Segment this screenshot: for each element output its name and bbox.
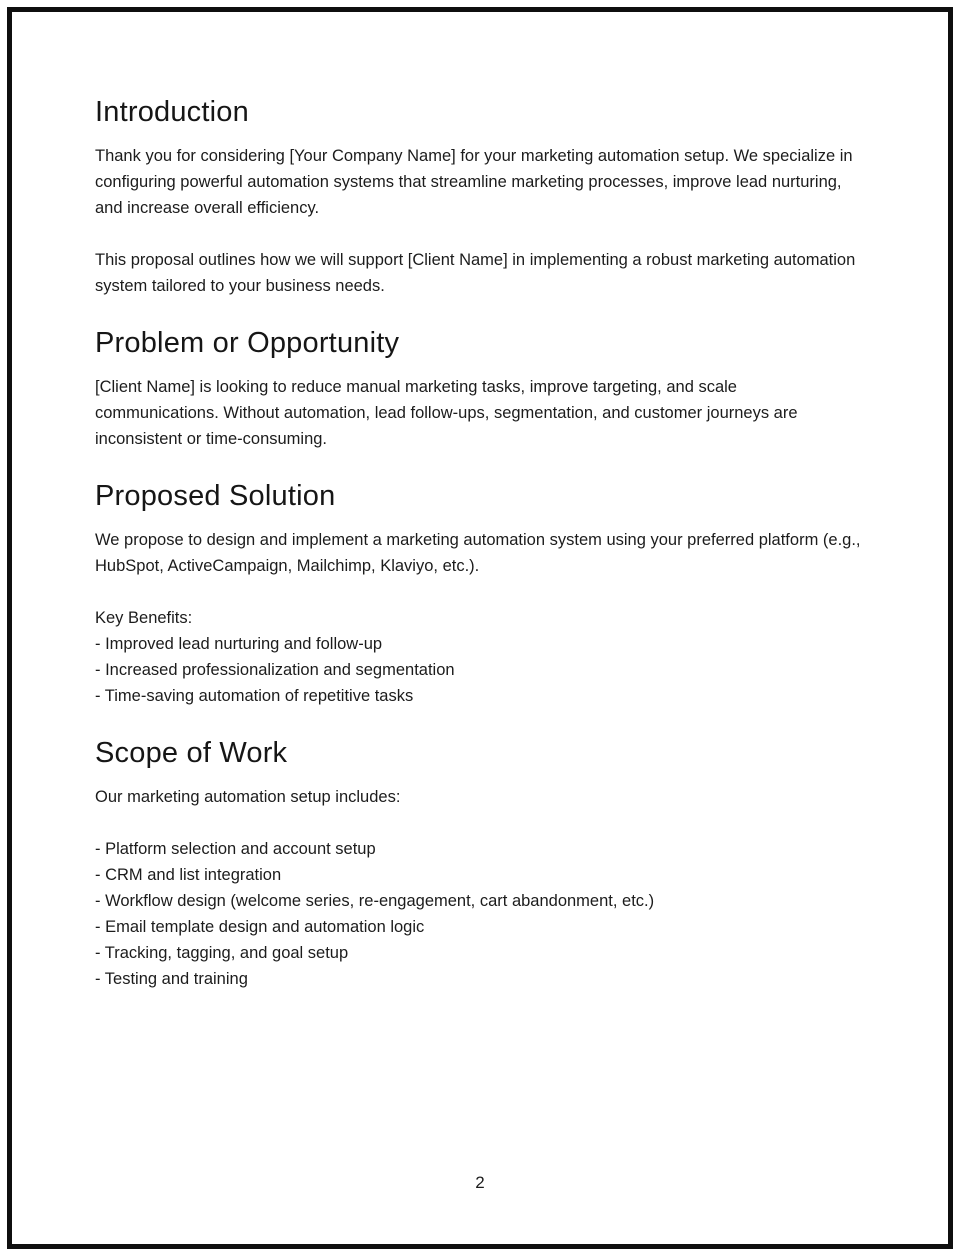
section-introduction	[95, 94, 863, 299]
list-item: - Tracking, tagging, and goal setup	[95, 944, 349, 962]
list-item: - Platform selection and account setup	[95, 840, 376, 858]
list-item: - Workflow design (welcome series, re-engagement, cart abandonment, etc.)	[95, 892, 655, 910]
list-item: - Improved lead nurturing and follow-up	[95, 635, 383, 653]
section-scope-of-work	[95, 735, 863, 992]
page-content	[95, 94, 863, 1018]
key-benefits-list	[95, 605, 863, 709]
section-heading-scope-of-work: Scope of Work	[95, 737, 288, 769]
paragraph: We propose to design and implement a marketing automation system using your preferred platform (e.g., HubSpot, ActiveCampaign, Mailchimp, Klaviyo, etc.).	[95, 531, 861, 575]
paragraph: Thank you for considering [Your Company Name] for your marketing automation setup. We specialize in configuring powerful automation systems that streamline marketing processes, improve lead nurturing, and increase overall efficiency.	[95, 147, 853, 217]
list-item: - Increased professionalization and segmentation	[95, 661, 455, 679]
section-proposed-solution	[95, 478, 863, 709]
list-item: - Email template design and automation logic	[95, 918, 425, 936]
list-item: - Testing and training	[95, 970, 248, 988]
section-heading-proposed-solution: Proposed Solution	[95, 480, 336, 512]
paragraph: [Client Name] is looking to reduce manual marketing tasks, improve targeting, and scale communications. Without automation, lead follow-ups, segmentation, and customer journeys are inconsistent or time-consuming.	[95, 378, 798, 448]
list-item: - Time-saving automation of repetitive tasks	[95, 687, 414, 705]
section-heading-problem-or-opportunity: Problem or Opportunity	[95, 327, 400, 359]
list-item: - CRM and list integration	[95, 866, 282, 884]
page-number: 2	[475, 1173, 485, 1192]
list-intro: Key Benefits:	[95, 609, 193, 627]
section-heading-introduction: Introduction	[95, 96, 249, 128]
scope-of-work-list	[95, 836, 863, 992]
paragraph: Our marketing automation setup includes:	[95, 788, 401, 806]
section-problem-or-opportunity	[95, 325, 863, 452]
paragraph: This proposal outlines how we will support [Client Name] in implementing a robust marketing automation system tailored to your business needs.	[95, 251, 856, 295]
